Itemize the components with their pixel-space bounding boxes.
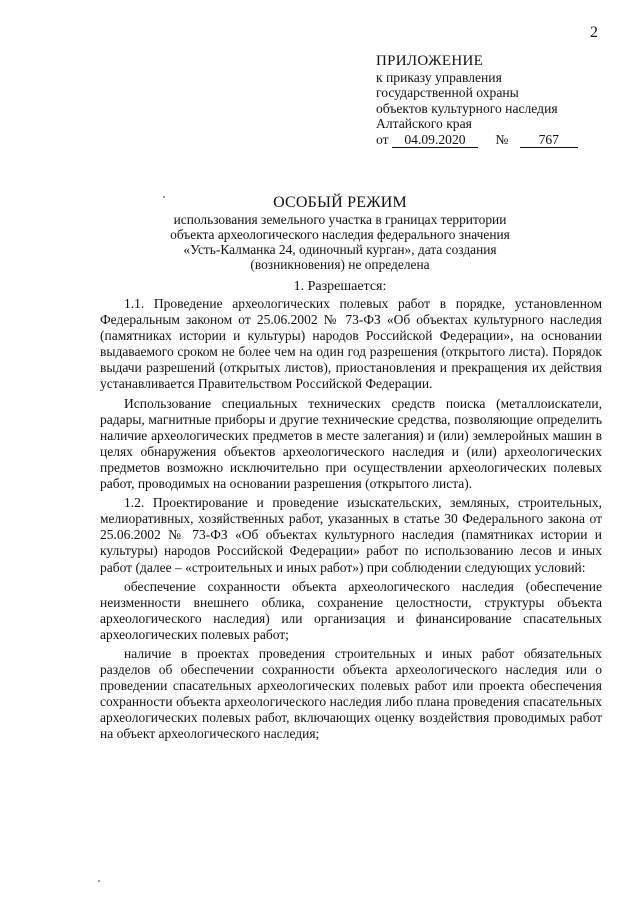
title-line-2: объекта археологического наследия федерального значения bbox=[170, 227, 510, 242]
paragraph-tech-means: Использование специальных технических средств поиска (металлоискатели, радары, магнитные приборы и другие технические средства, позволяющие определить наличие археологических предметов в месте залегания) и (или) землеройных машин в целях обнаружения объектов археологического наследия и (или) археологических предметов возможно исключительно при осуществлении археологических полевых работ, проводимых на основании разрешения (открытого листа). bbox=[100, 395, 602, 492]
order-date: 04.09.2020 bbox=[392, 133, 478, 148]
number-sign: № bbox=[495, 131, 509, 147]
appendix-title: ПРИЛОЖЕНИЕ bbox=[376, 53, 484, 69]
order-date-number-line bbox=[376, 132, 626, 148]
document-body bbox=[100, 296, 602, 746]
scan-speck bbox=[163, 196, 165, 198]
document-title-block bbox=[90, 194, 590, 272]
appendix-line-3: объектов культурного наследия bbox=[376, 100, 558, 116]
paragraph-preservation: обеспечение сохранности объекта археологического наследия (обеспечение неизменности внешнего облика, сохранение целостности, структуры объекта археологического наследия) или организация и финансирование спасательных археологических полевых работ; bbox=[100, 578, 602, 642]
appendix-line-2: государственной охраны bbox=[376, 85, 519, 101]
appendix-line-4: Алтайского края bbox=[376, 116, 472, 132]
appendix-block bbox=[376, 54, 626, 148]
paragraph-1-1: 1.1. Проведение археологических полевых работ в порядке, установленном Федеральным законом от 25.06.2002 № 73-ФЗ «Об объектах культурного наследия (памятниках истории и культуры) народов Российской Федерации», на основании выдаваемого сроком не более чем на один год разрешения (открытого листа). Порядок выдачи разрешений (открытых листов), приостановления и прекращения их действия устанавливается Правительством Российской Федерации. bbox=[100, 296, 602, 392]
title-line-1: использования земельного участка в границах территории bbox=[173, 212, 507, 227]
date-prefix: от bbox=[376, 131, 389, 147]
paragraph-1-2: 1.2. Проектирование и проведение изыскательских, земляных, строительных, мелиоративных, хозяйственных работ, указанных в статье 30 Федерального закона от 25.06.2002 № 73-ФЗ «Об объектах культурного наследия (памятниках истории и культуры) народов Российской Федерации» работ по использованию лесов и иных работ (далее – «строительных и иных работ») при соблюдении следующих условий: bbox=[100, 495, 602, 575]
page-number: 2 bbox=[590, 24, 598, 41]
section-heading: 1. Разрешается: bbox=[293, 279, 387, 294]
paragraph-project-sections: наличие в проектах проведения строительных и иных работ обязательных разделов об обеспечении сохранности объекта археологического наследия или о проведении спасательных археологических полевых работ или проекта обеспечения сохранности объекта археологического наследия либо плана проведения спасательных археологических полевых работ, включающих оценку воздействия проводимых работ на объект археологического наследия; bbox=[100, 645, 602, 742]
order-number: 767 bbox=[520, 133, 578, 148]
document-title: ОСОБЫЙ РЕЖИМ bbox=[273, 194, 407, 211]
title-line-4: (возникновения) не определена bbox=[250, 257, 430, 272]
title-line-3: «Усть-Калманка 24, одиночный курган», дата создания bbox=[183, 242, 497, 257]
scan-speck bbox=[98, 880, 100, 882]
appendix-line-1: к приказу управления bbox=[376, 69, 502, 85]
